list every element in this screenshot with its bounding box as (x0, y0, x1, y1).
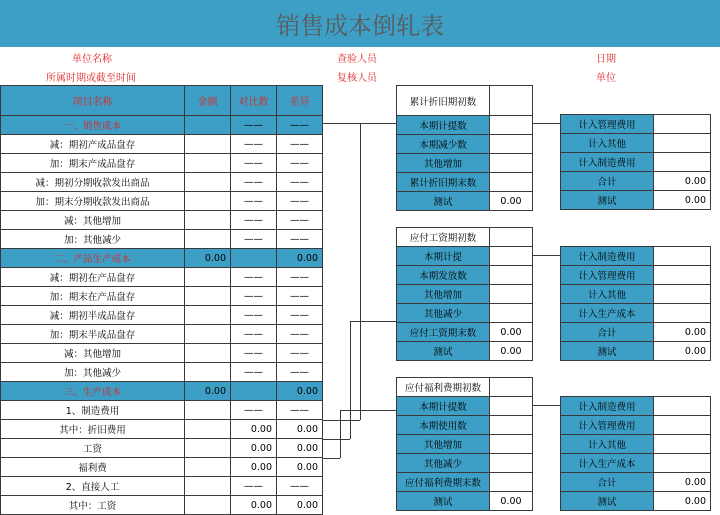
header-amount: 金额 (185, 86, 231, 116)
wages-alloc-value[interactable]: 0.00 (654, 323, 711, 342)
amount-cell[interactable] (185, 477, 231, 496)
welfare-alloc-value[interactable]: 0.00 (654, 473, 711, 492)
depreciation-row (397, 192, 533, 211)
wages-alloc-row (561, 285, 711, 304)
wages-row (397, 342, 533, 361)
wages-alloc-value[interactable] (654, 285, 711, 304)
connector-line (340, 410, 341, 458)
wages-alloc-label: 合计 (561, 323, 654, 342)
wages-row (397, 323, 533, 342)
wages-value[interactable] (490, 304, 533, 323)
amount-cell[interactable] (185, 306, 231, 325)
item-name-cell: 减：期初在产品盘存 (1, 268, 185, 287)
welfare-alloc-label: 合计 (561, 473, 654, 492)
item-name-cell: 福利费 (1, 458, 185, 477)
welfare-alloc-value[interactable] (654, 435, 711, 454)
wages-alloc-label: 测试 (561, 342, 654, 361)
item-name-cell: 减：其他增加 (1, 211, 185, 230)
amount-cell[interactable] (185, 173, 231, 192)
difference-cell: —— (277, 363, 323, 382)
depreciation-alloc-label: 测试 (561, 191, 654, 210)
compare-cell[interactable]: 0.00 (231, 420, 277, 439)
item-name-cell: 1、制造费用 (1, 401, 185, 420)
wages-alloc-value[interactable] (654, 247, 711, 266)
welfare-alloc-label: 测试 (561, 492, 654, 511)
header-item-name: 项目名称 (1, 86, 185, 116)
difference-cell: —— (277, 268, 323, 287)
depreciation-alloc-value[interactable]: 0.00 (654, 191, 711, 210)
wages-alloc-row (561, 342, 711, 361)
table-row (1, 135, 323, 154)
wages-opening-value[interactable] (490, 228, 533, 247)
wages-row (397, 247, 533, 266)
welfare-alloc-label: 计入生产成本 (561, 454, 654, 473)
wages-alloc-value[interactable] (654, 266, 711, 285)
difference-cell: —— (277, 287, 323, 306)
table-row (1, 173, 323, 192)
connector-line (340, 410, 396, 411)
compare-cell[interactable]: —— (231, 230, 277, 249)
welfare-label: 其他减少 (397, 454, 490, 473)
welfare-alloc-row (561, 492, 711, 511)
difference-cell: 0.00 (277, 458, 323, 477)
wages-allocation-table (560, 246, 711, 361)
depreciation-alloc-value[interactable] (654, 134, 711, 153)
inspector-label: 查验人员 (337, 54, 377, 65)
table-row (1, 116, 323, 135)
welfare-row (397, 473, 533, 492)
connector-line (350, 321, 351, 439)
difference-cell: —— (277, 477, 323, 496)
amount-cell[interactable]: 0.00 (185, 382, 231, 401)
difference-cell: —— (277, 192, 323, 211)
compare-cell[interactable]: —— (231, 306, 277, 325)
welfare-opening-value[interactable] (490, 378, 533, 397)
compare-cell[interactable]: —— (231, 192, 277, 211)
depreciation-alloc-label: 计入管理费用 (561, 115, 654, 134)
depreciation-opening-value[interactable] (490, 86, 533, 116)
welfare-alloc-row (561, 435, 711, 454)
wages-label: 测试 (397, 342, 490, 361)
wages-alloc-value[interactable] (654, 304, 711, 323)
welfare-label: 其他增加 (397, 435, 490, 454)
amount-cell[interactable] (185, 287, 231, 306)
depreciation-alloc-label: 计入制造费用 (561, 153, 654, 172)
table-row (1, 154, 323, 173)
amount-cell[interactable] (185, 439, 231, 458)
table-row (1, 249, 323, 268)
wages-alloc-row (561, 266, 711, 285)
depreciation-row (397, 135, 533, 154)
table-row (1, 192, 323, 211)
depreciation-opening-label: 累计折旧期初数 (397, 86, 490, 116)
depreciation-row (397, 116, 533, 135)
item-name-cell: 2、直接人工 (1, 477, 185, 496)
welfare-alloc-label: 计入管理费用 (561, 416, 654, 435)
wages-table (396, 227, 533, 361)
compare-cell[interactable]: —— (231, 363, 277, 382)
depreciation-label: 本期减少数 (397, 135, 490, 154)
amount-cell[interactable] (185, 116, 231, 135)
table-row (1, 439, 323, 458)
period-label: 所属时期或截至时间 (46, 73, 136, 84)
depreciation-alloc-label: 计入其他 (561, 134, 654, 153)
depreciation-value[interactable] (490, 135, 533, 154)
welfare-alloc-label: 计入其他 (561, 435, 654, 454)
compare-cell[interactable]: —— (231, 268, 277, 287)
difference-cell: —— (277, 230, 323, 249)
compare-cell[interactable] (231, 382, 277, 401)
welfare-allocation-table (560, 396, 711, 511)
wages-alloc-label: 计入管理费用 (561, 266, 654, 285)
item-name-cell: 减：期初半成品盘存 (1, 306, 185, 325)
wages-alloc-label: 计入其他 (561, 285, 654, 304)
wages-value[interactable]: 0.00 (490, 323, 533, 342)
amount-cell[interactable] (185, 401, 231, 420)
date-label: 日期 (596, 54, 616, 65)
difference-cell: 0.00 (277, 382, 323, 401)
difference-cell: —— (277, 154, 323, 173)
connector-line (532, 123, 560, 124)
connector-line (532, 405, 560, 406)
header-compare: 对比数 (231, 86, 277, 116)
welfare-label: 应付福利费期末数 (397, 473, 490, 492)
item-name-cell: 三、生产成本 (1, 382, 185, 401)
item-name-cell: 减：期初分期收款发出商品 (1, 173, 185, 192)
connector-line (322, 123, 396, 124)
compare-cell[interactable]: —— (231, 173, 277, 192)
wages-value[interactable]: 0.00 (490, 342, 533, 361)
amount-cell[interactable] (185, 496, 231, 515)
welfare-opening-label: 应付福利费期初数 (397, 378, 490, 397)
compare-cell[interactable]: —— (231, 401, 277, 420)
difference-cell: —— (277, 306, 323, 325)
amount-cell[interactable] (185, 192, 231, 211)
table-row (1, 382, 323, 401)
depreciation-row (397, 154, 533, 173)
header-difference: 差异 (277, 86, 323, 116)
amount-cell[interactable] (185, 325, 231, 344)
welfare-alloc-row (561, 416, 711, 435)
difference-cell: 0.00 (277, 420, 323, 439)
difference-cell: 0.00 (277, 439, 323, 458)
compare-cell[interactable]: —— (231, 287, 277, 306)
depreciation-alloc-row (561, 115, 711, 134)
item-name-cell: 减：其他增加 (1, 344, 185, 363)
wages-row (397, 285, 533, 304)
compare-cell[interactable]: —— (231, 344, 277, 363)
table-row (1, 420, 323, 439)
table-row (1, 287, 323, 306)
welfare-alloc-value[interactable]: 0.00 (654, 492, 711, 511)
connector-line (322, 439, 350, 440)
item-name-cell: 其中：工资 (1, 496, 185, 515)
item-name-cell: 加：期末半成品盘存 (1, 325, 185, 344)
item-name-cell: 加：期末在产品盘存 (1, 287, 185, 306)
depreciation-alloc-row (561, 153, 711, 172)
welfare-row (397, 454, 533, 473)
difference-cell: —— (277, 325, 323, 344)
amount-cell[interactable] (185, 458, 231, 477)
difference-cell: —— (277, 401, 323, 420)
depreciation-alloc-row (561, 172, 711, 191)
compare-cell[interactable] (231, 249, 277, 268)
compare-cell[interactable]: —— (231, 325, 277, 344)
unit-name-label: 单位名称 (72, 54, 112, 65)
depreciation-row (397, 173, 533, 192)
compare-cell[interactable]: —— (231, 135, 277, 154)
reviewer-label: 复核人员 (337, 73, 377, 84)
welfare-table (396, 377, 533, 511)
wages-value[interactable] (490, 266, 533, 285)
depreciation-alloc-value[interactable] (654, 153, 711, 172)
table-row (1, 268, 323, 287)
depreciation-label: 测试 (397, 192, 490, 211)
compare-cell[interactable]: 0.00 (231, 496, 277, 515)
welfare-value[interactable] (490, 416, 533, 435)
difference-cell: —— (277, 211, 323, 230)
welfare-row (397, 492, 533, 511)
item-name-cell: 其中：折旧费用 (1, 420, 185, 439)
compare-cell[interactable]: —— (231, 116, 277, 135)
table-row (1, 363, 323, 382)
table-row (1, 496, 323, 515)
item-name-cell: 工资 (1, 439, 185, 458)
wages-label: 本期计提 (397, 247, 490, 266)
depreciation-alloc-label: 合计 (561, 172, 654, 191)
depreciation-label: 本期计提数 (397, 116, 490, 135)
welfare-alloc-label: 计入制造费用 (561, 397, 654, 416)
item-name-cell: 加：其他减少 (1, 363, 185, 382)
main-cost-table (0, 85, 323, 515)
compare-cell[interactable]: 0.00 (231, 458, 277, 477)
welfare-alloc-row (561, 473, 711, 492)
table-row (1, 401, 323, 420)
welfare-row (397, 416, 533, 435)
unit-label: 单位 (596, 73, 616, 84)
welfare-alloc-value[interactable] (654, 416, 711, 435)
main-table-header (1, 86, 323, 116)
depreciation-value[interactable]: 0.00 (490, 192, 533, 211)
wages-alloc-value[interactable]: 0.00 (654, 342, 711, 361)
depreciation-table (396, 85, 533, 211)
amount-cell[interactable] (185, 230, 231, 249)
connector-line (360, 123, 361, 420)
item-name-cell: 二、产品生产成本 (1, 249, 185, 268)
welfare-alloc-row (561, 454, 711, 473)
amount-cell[interactable] (185, 268, 231, 287)
depreciation-value[interactable] (490, 173, 533, 192)
table-row (1, 344, 323, 363)
wages-label: 本期发放数 (397, 266, 490, 285)
amount-cell[interactable] (185, 363, 231, 382)
wages-row (397, 266, 533, 285)
wages-value[interactable] (490, 285, 533, 304)
depreciation-label: 其他增加 (397, 154, 490, 173)
welfare-label: 本期计提数 (397, 397, 490, 416)
item-name-cell: 加：期末分期收款发出商品 (1, 192, 185, 211)
welfare-value[interactable] (490, 473, 533, 492)
welfare-value[interactable] (490, 454, 533, 473)
wages-label: 其他增加 (397, 285, 490, 304)
wages-label: 其他减少 (397, 304, 490, 323)
wages-alloc-label: 计入制造费用 (561, 247, 654, 266)
item-name-cell: 减：期初产成品盘存 (1, 135, 185, 154)
depreciation-value[interactable] (490, 154, 533, 173)
depreciation-alloc-row (561, 191, 711, 210)
connector-line (350, 321, 396, 322)
item-name-cell: 加：其他减少 (1, 230, 185, 249)
compare-cell[interactable]: 0.00 (231, 439, 277, 458)
difference-cell: —— (277, 344, 323, 363)
wages-alloc-row (561, 247, 711, 266)
difference-cell: —— (277, 135, 323, 154)
depreciation-alloc-row (561, 134, 711, 153)
difference-cell: 0.00 (277, 496, 323, 515)
welfare-row (397, 435, 533, 454)
wages-alloc-row (561, 323, 711, 342)
difference-cell: 0.00 (277, 249, 323, 268)
welfare-label: 本期使用数 (397, 416, 490, 435)
amount-cell[interactable] (185, 135, 231, 154)
table-row (1, 458, 323, 477)
wages-alloc-label: 计入生产成本 (561, 304, 654, 323)
wages-opening-label: 应付工资期初数 (397, 228, 490, 247)
amount-cell[interactable] (185, 154, 231, 173)
connector-line (322, 458, 340, 459)
table-row (1, 211, 323, 230)
item-name-cell: 加：期末产成品盘存 (1, 154, 185, 173)
welfare-alloc-value[interactable] (654, 397, 711, 416)
wages-row (397, 304, 533, 323)
depreciation-alloc-value[interactable] (654, 115, 711, 134)
connector-line (322, 420, 360, 421)
welfare-alloc-value[interactable] (654, 454, 711, 473)
welfare-value[interactable]: 0.00 (490, 492, 533, 511)
amount-cell[interactable]: 0.00 (185, 249, 231, 268)
depreciation-alloc-value[interactable]: 0.00 (654, 172, 711, 191)
welfare-alloc-row (561, 397, 711, 416)
page-title: 销售成本倒轧表 (276, 12, 444, 40)
title-bar (0, 0, 720, 47)
connector-line (532, 255, 560, 256)
amount-cell[interactable] (185, 420, 231, 439)
compare-cell[interactable]: —— (231, 477, 277, 496)
amount-cell[interactable] (185, 211, 231, 230)
wages-value[interactable] (490, 247, 533, 266)
table-row (1, 477, 323, 496)
depreciation-value[interactable] (490, 116, 533, 135)
compare-cell[interactable]: —— (231, 154, 277, 173)
depreciation-label: 累计折旧期末数 (397, 173, 490, 192)
item-name-cell: 一、销售成本 (1, 116, 185, 135)
welfare-value[interactable] (490, 435, 533, 454)
difference-cell: —— (277, 173, 323, 192)
welfare-value[interactable] (490, 397, 533, 416)
table-row (1, 325, 323, 344)
welfare-label: 测试 (397, 492, 490, 511)
difference-cell: —— (277, 116, 323, 135)
welfare-row (397, 397, 533, 416)
compare-cell[interactable]: —— (231, 211, 277, 230)
wages-label: 应付工资期末数 (397, 323, 490, 342)
depreciation-allocation-table (560, 114, 711, 210)
wages-alloc-row (561, 304, 711, 323)
table-row (1, 306, 323, 325)
table-row (1, 230, 323, 249)
amount-cell[interactable] (185, 344, 231, 363)
